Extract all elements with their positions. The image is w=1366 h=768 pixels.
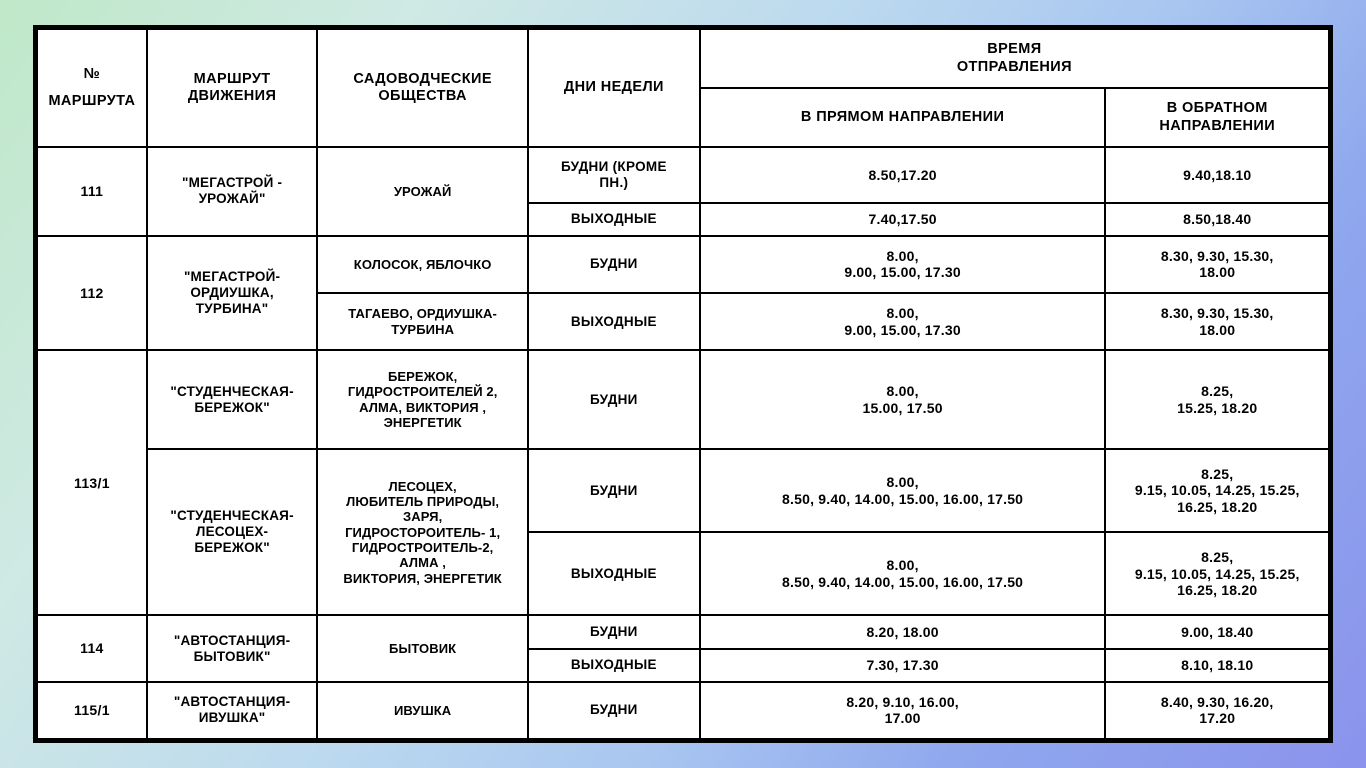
forward-111-weekend: 7.40,17.50	[700, 203, 1106, 236]
route-direction-112-line3: ТУРБИНА"	[195, 300, 269, 316]
society-114: БЫТОВИК	[317, 615, 528, 681]
days-114-weekend: ВЫХОДНЫЕ	[528, 649, 700, 682]
route-direction-113-a-line1: "СТУДЕНЧЕСКАЯ-	[170, 383, 294, 399]
backward-113-b-weekend	[1105, 532, 1329, 615]
forward-113-b-weekend-line1: 8.00,	[886, 557, 919, 574]
route-direction-112	[147, 236, 318, 351]
backward-113-b-weekday	[1105, 449, 1329, 532]
header-weekdays: ДНИ НЕДЕЛИ	[528, 29, 700, 147]
header-societies-line2: ОБЩЕСТВА	[378, 88, 467, 105]
society-113-b-line3: ЗАРЯ,	[402, 509, 443, 525]
forward-113-b-weekday-line2: 8.50, 9.40, 14.00, 15.00, 16.00, 17.50	[782, 490, 1024, 507]
backward-113-a-weekday	[1105, 350, 1329, 449]
table-row	[37, 615, 1329, 648]
route-direction-111	[147, 147, 318, 236]
backward-113-b-weekday-line3: 16.25, 18.20	[1177, 498, 1258, 515]
days-111-weekday-line1: БУДНИ (КРОМЕ	[560, 158, 667, 174]
forward-112-weekend	[700, 293, 1106, 350]
backward-115-weekday-line2: 17.20	[1199, 710, 1236, 727]
society-113-a-line2: ГИДРОСТРОИТЕЛЕЙ 2,	[347, 384, 498, 400]
route-direction-113-b-line1: "СТУДЕНЧЕСКАЯ-	[170, 508, 294, 524]
table-row	[37, 236, 1329, 293]
society-112-b-line2: ТУРБИНА	[391, 321, 455, 337]
backward-115-weekday	[1105, 682, 1329, 739]
backward-113-b-weekday-line1: 8.25,	[1201, 465, 1234, 482]
backward-113-b-weekend-line1: 8.25,	[1201, 549, 1234, 566]
forward-113-a-weekday-line2: 15.00, 17.50	[862, 399, 943, 416]
route-direction-113-b-line3: БЕРЕЖОК"	[194, 540, 270, 556]
society-111: УРОЖАЙ	[317, 147, 528, 236]
route-number-112: 112	[37, 236, 147, 351]
backward-113-b-weekend-line2: 9.15, 10.05, 14.25, 15.25,	[1134, 565, 1300, 582]
table-row	[37, 449, 1329, 532]
route-direction-114-line1: "АВТОСТАНЦИЯ-	[173, 632, 291, 648]
society-112-b-line1: ТАГАЕВО, ОРДИУШКА-	[348, 306, 497, 322]
bus-schedule-table	[36, 28, 1330, 740]
header-route-number-line1: №	[83, 65, 101, 82]
backward-111-weekend: 8.50,18.40	[1105, 203, 1329, 236]
route-number-115: 115/1	[37, 682, 147, 739]
route-direction-111-line2: УРОЖАЙ"	[198, 191, 266, 207]
society-113-a	[317, 350, 528, 449]
backward-114-weekday: 9.00, 18.40	[1105, 615, 1329, 648]
society-113-b	[317, 449, 528, 615]
society-112-b	[317, 293, 528, 350]
days-113-a-weekday: БУДНИ	[528, 350, 700, 449]
table-row	[37, 147, 1329, 203]
society-113-a-line1: БЕРЕЖОК,	[387, 369, 458, 385]
backward-114-weekend: 8.10, 18.10	[1105, 649, 1329, 682]
route-direction-114	[147, 615, 318, 681]
forward-112-weekday-line1: 8.00,	[886, 247, 919, 264]
header-societies-line1: САДОВОДЧЕСКИЕ	[353, 70, 492, 87]
forward-113-b-weekday-line1: 8.00,	[886, 474, 919, 491]
table-row	[37, 682, 1329, 739]
route-direction-115-line1: "АВТОСТАНЦИЯ-	[173, 694, 291, 710]
society-115: ИВУШКА	[317, 682, 528, 739]
forward-114-weekday: 8.20, 18.00	[700, 615, 1106, 648]
header-departure-time	[700, 29, 1329, 88]
header-backward-line2: НАПРАВЛЕНИИ	[1159, 117, 1276, 134]
route-number-111: 111	[37, 147, 147, 236]
forward-111-weekday: 8.50,17.20	[700, 147, 1106, 203]
days-111-weekday-line2: ПН.)	[599, 174, 629, 190]
forward-112-weekday	[700, 236, 1106, 293]
header-forward-direction: В ПРЯМОМ НАПРАВЛЕНИИ	[700, 88, 1106, 147]
header-route-direction-line2: ДВИЖЕНИЯ	[187, 88, 277, 105]
route-direction-113-b	[147, 449, 318, 615]
society-113-b-line4: ГИДРОСТОРОИТЕЛЬ- 1,	[345, 524, 501, 540]
header-route-number-line2: МАРШРУТА	[48, 93, 136, 110]
society-113-b-line5: ГИДРОСТРОИТЕЛЬ-2,	[351, 539, 494, 555]
forward-113-a-weekday-line1: 8.00,	[886, 383, 919, 400]
days-115-weekday: БУДНИ	[528, 682, 700, 739]
society-113-b-line1: ЛЕСОЦЕХ,	[388, 478, 457, 494]
header-route-number	[37, 29, 147, 147]
backward-113-a-weekday-line1: 8.25,	[1201, 383, 1234, 400]
society-112-a: КОЛОСОК, ЯБЛОЧКО	[317, 236, 528, 293]
forward-115-weekday-line1: 8.20, 9.10, 16.00,	[846, 693, 959, 710]
society-113-a-line4: ЭНЕРГЕТИК	[383, 415, 462, 431]
days-114-weekday: БУДНИ	[528, 615, 700, 648]
backward-112-weekend	[1105, 293, 1329, 350]
backward-115-weekday-line1: 8.40, 9.30, 16.20,	[1160, 693, 1274, 710]
header-backward-direction	[1105, 88, 1329, 147]
forward-115-weekday-line2: 17.00	[884, 710, 921, 727]
route-direction-113-a	[147, 350, 318, 449]
days-112-weekend: ВЫХОДНЫЕ	[528, 293, 700, 350]
forward-113-b-weekday	[700, 449, 1106, 532]
route-direction-112-line1: "МЕГАСТРОЙ-	[183, 269, 281, 285]
days-111-weekday	[528, 147, 700, 203]
backward-111-weekday: 9.40,18.10	[1105, 147, 1329, 203]
header-departure-time-line1: ВРЕМЯ	[987, 41, 1042, 58]
forward-112-weekend-line1: 8.00,	[886, 305, 919, 322]
header-societies	[317, 29, 528, 147]
header-route-direction-line1: МАРШРУТ	[193, 70, 271, 87]
backward-112-weekend-line1: 8.30, 9.30, 15.30,	[1160, 305, 1274, 322]
header-backward-line1: В ОБРАТНОМ	[1166, 100, 1268, 117]
table-header-row-1	[37, 29, 1329, 88]
backward-113-b-weekend-line3: 16.25, 18.20	[1177, 582, 1258, 599]
days-113-b-weekend: ВЫХОДНЫЕ	[528, 532, 700, 615]
forward-112-weekend-line2: 9.00, 15.00, 17.30	[844, 321, 961, 338]
route-direction-113-b-line2: ЛЕСОЦЕХ-	[195, 524, 269, 540]
forward-114-weekend: 7.30, 17.30	[700, 649, 1106, 682]
route-direction-114-line2: БЫТОВИК"	[193, 648, 271, 664]
backward-113-a-weekday-line2: 15.25, 18.20	[1177, 399, 1258, 416]
days-112-weekday: БУДНИ	[528, 236, 700, 293]
route-number-114: 114	[37, 615, 147, 681]
route-direction-115	[147, 682, 318, 739]
table-row	[37, 350, 1329, 449]
route-direction-115-line2: ИВУШКА"	[198, 710, 266, 726]
route-direction-113-a-line2: БЕРЕЖОК"	[194, 399, 270, 415]
days-111-weekend: ВЫХОДНЫЕ	[528, 203, 700, 236]
forward-113-b-weekend-line2: 8.50, 9.40, 14.00, 15.00, 16.00, 17.50	[782, 573, 1024, 590]
route-number-113: 113/1	[37, 350, 147, 615]
backward-112-weekday	[1105, 236, 1329, 293]
header-departure-time-line2: ОТПРАВЛЕНИЯ	[956, 58, 1072, 75]
society-113-b-line2: ЛЮБИТЕЛЬ ПРИРОДЫ,	[346, 493, 500, 509]
forward-112-weekday-line2: 9.00, 15.00, 17.30	[844, 264, 961, 281]
route-direction-112-line2: ОРДИУШКА,	[190, 285, 274, 301]
society-113-b-line6: АЛМА ,	[399, 555, 446, 571]
backward-112-weekday-line1: 8.30, 9.30, 15.30,	[1160, 247, 1274, 264]
route-direction-111-line1: "МЕГАСТРОЙ -	[181, 175, 283, 191]
society-113-a-line3: АЛМА, ВИКТОРИЯ ,	[359, 399, 487, 415]
backward-112-weekday-line2: 18.00	[1199, 264, 1236, 281]
backward-113-b-weekday-line2: 9.15, 10.05, 14.25, 15.25,	[1134, 482, 1300, 499]
forward-115-weekday	[700, 682, 1106, 739]
forward-113-a-weekday	[700, 350, 1106, 449]
society-113-b-line7: ВИКТОРИЯ, ЭНЕРГЕТИК	[343, 570, 502, 586]
backward-112-weekend-line2: 18.00	[1199, 321, 1236, 338]
days-113-b-weekday: БУДНИ	[528, 449, 700, 532]
header-route-direction	[147, 29, 318, 147]
forward-113-b-weekend	[700, 532, 1106, 615]
schedule-sheet	[33, 25, 1333, 743]
